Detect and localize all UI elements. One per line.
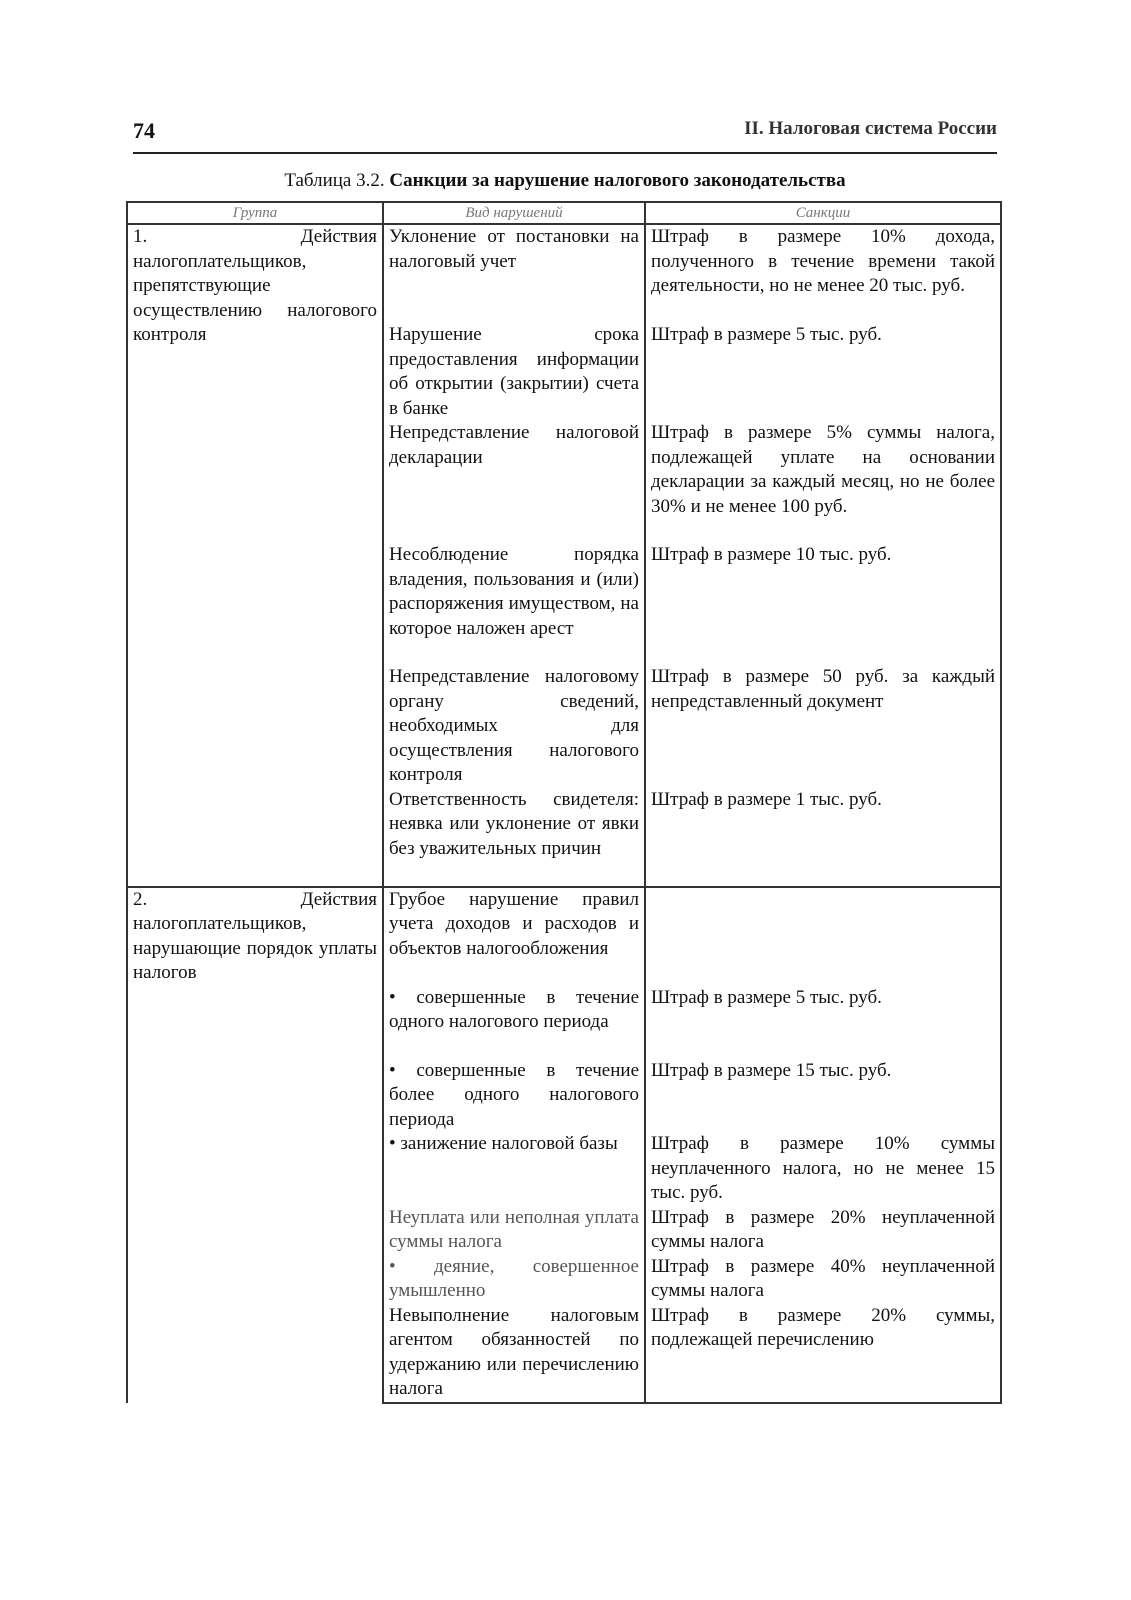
sanction-cell: Штраф в размере 10% дохода, полученного в течение времени такой деятельности, но не менее 20 тыс. руб. xyxy=(645,224,1001,323)
table-header-row xyxy=(127,202,1001,224)
page-header xyxy=(133,112,997,154)
table-caption-label: Таблица 3.2. xyxy=(284,170,385,191)
violation-cell: Неуплата или неполная уплата суммы налога xyxy=(383,1206,645,1255)
table-row xyxy=(127,224,1001,323)
table-row xyxy=(127,887,1001,986)
sanction-cell: Штраф в размере 40% неуплаченной суммы налога xyxy=(645,1255,1001,1304)
sanction-cell: Штраф в размере 50 руб. за каждый непредставленный документ xyxy=(645,665,1001,788)
violation-cell: Непредставление налоговому органу сведений, необходимых для осуществления налогового контроля xyxy=(383,665,645,788)
violation-cell: • совершенные в течение одного налогового периода xyxy=(383,986,645,1059)
sanction-cell: Штраф в размере 5 тыс. руб. xyxy=(645,323,1001,421)
violation-cell: Грубое нарушение правил учета доходов и расходов и объектов налогообложения xyxy=(383,887,645,986)
sanction-cell: Штраф в размере 1 тыс. руб. xyxy=(645,788,1001,887)
sanction-cell: Штраф в размере 10% суммы неуплаченного налога, но не менее 15 тыс. руб. xyxy=(645,1132,1001,1206)
table-caption xyxy=(133,170,997,192)
violation-cell: Ответственность свидетеля: неявка или уклонение от явки без уважительных причин xyxy=(383,788,645,887)
group-cell: 2. Действия налогоплательщиков, нарушающие порядок уплаты налогов xyxy=(127,887,383,1403)
running-head: II. Налоговая система России xyxy=(744,118,997,139)
column-header-violation: Вид нарушений xyxy=(383,202,645,224)
violation-cell: • деяние, совершенное умышленно xyxy=(383,1255,645,1304)
violation-cell: Невыполнение налоговым агентом обязанностей по удержанию или перечислению налога xyxy=(383,1304,645,1403)
violation-cell: Непредставление налоговой декларации xyxy=(383,421,645,543)
table-caption-title: Санкции за нарушение налогового законодательства xyxy=(389,170,846,191)
sanction-cell: Штраф в размере 20% суммы, подлежащей перечислению xyxy=(645,1304,1001,1403)
group-cell: 1. Действия налогоплательщиков, препятствующие осуществлению налогового контроля xyxy=(127,224,383,887)
violation-cell: Уклонение от постановки на налоговый учет xyxy=(383,224,645,323)
sanctions-table xyxy=(126,201,1002,1404)
violation-cell: • занижение налоговой базы xyxy=(383,1132,645,1206)
sanction-cell: Штраф в размере 15 тыс. руб. xyxy=(645,1059,1001,1133)
violation-cell: Нарушение срока предоставления информации об открытии (закрытии) счета в банке xyxy=(383,323,645,421)
sanction-cell xyxy=(645,887,1001,986)
sanction-cell: Штраф в размере 5% суммы налога, подлежащей уплате на основании декларации за каждый месяц, но не более 30% и не менее 100 руб. xyxy=(645,421,1001,543)
violation-cell: • совершенные в течение более одного налогового периода xyxy=(383,1059,645,1133)
sanction-cell: Штраф в размере 10 тыс. руб. xyxy=(645,543,1001,665)
violation-cell: Несоблюдение порядка владения, пользования и (или) распоряжения имуществом, на которое наложен арест xyxy=(383,543,645,665)
sanction-cell: Штраф в размере 5 тыс. руб. xyxy=(645,986,1001,1059)
page-number: 74 xyxy=(133,118,155,143)
sanction-cell: Штраф в размере 20% неуплаченной суммы налога xyxy=(645,1206,1001,1255)
column-header-sanction: Санкции xyxy=(645,202,1001,224)
column-header-group: Группа xyxy=(127,202,383,224)
